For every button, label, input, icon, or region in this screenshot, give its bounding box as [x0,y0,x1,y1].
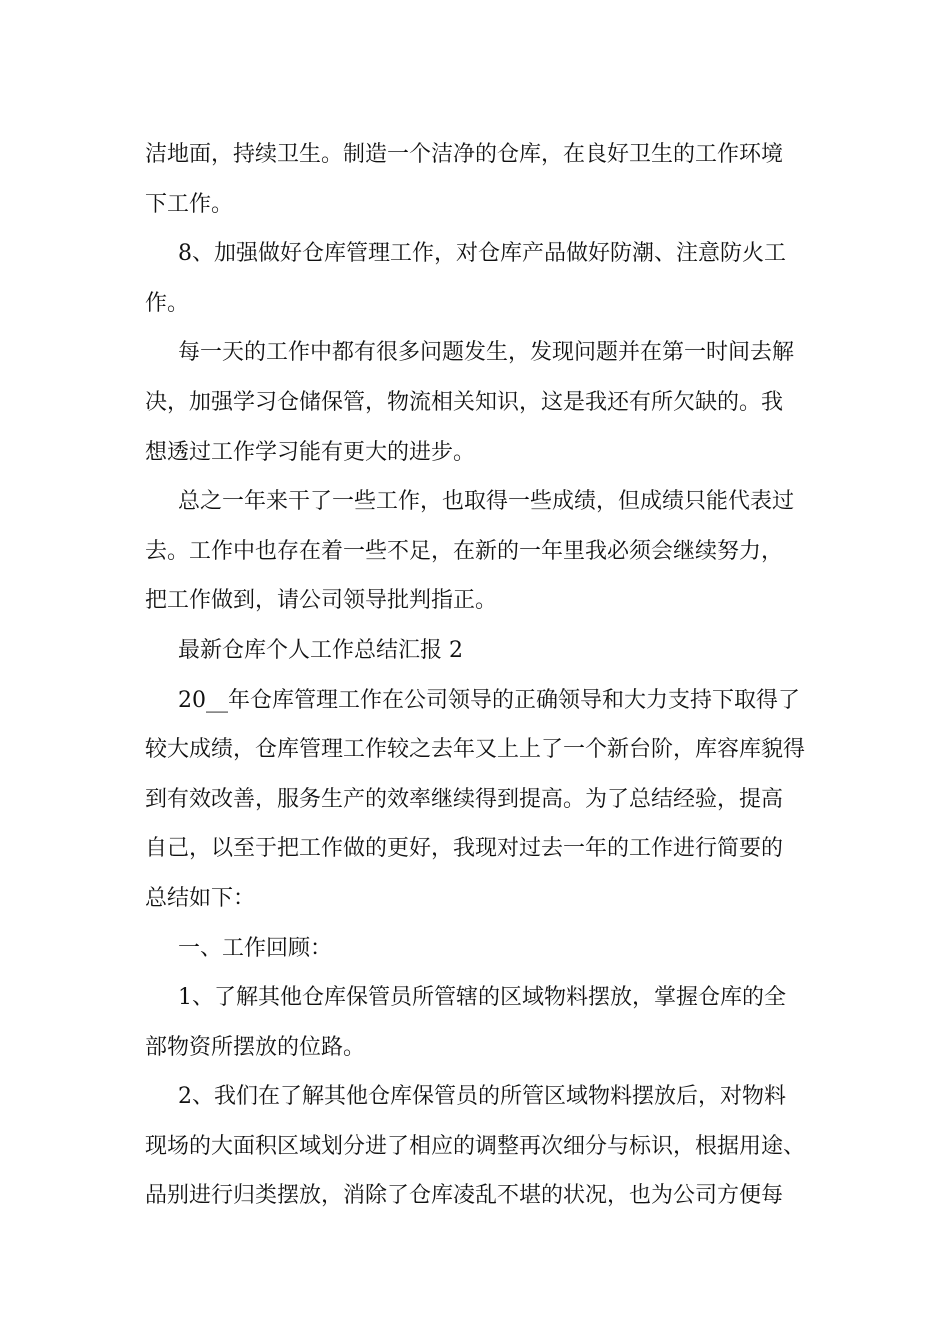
text-line: 部物资所摆放的位路。 [145,1034,366,1060]
text-line: 去。工作中也存在着一些不足，在新的一年里我必须会继续努力， [145,538,784,564]
text-line: 较大成绩，仓库管理工作较之去年又上上了一个新台阶，库容库貌得 [145,737,806,763]
section-heading: 最新仓库个人工作总结汇报 2 [178,637,463,663]
text-line: 1、了解其他仓库保管员所管辖的区域物料摆放，掌握仓库的全 [178,985,786,1011]
text-line: 总之一年来干了一些工作，也取得一些成绩，但成绩只能代表过 [178,489,795,515]
text-line: 作。 [145,290,190,316]
text-line: 总结如下： [145,885,256,911]
text-line: 每一天的工作中都有很多问题发生，发现问题并在第一时间去解 [178,340,795,366]
text-line: 2、我们在了解其他仓库保管员的所管区域物料摆放后，对物料 [178,1084,786,1110]
text-line: 20__年仓库管理工作在公司领导的正确领导和大力支持下取得了 [178,687,800,713]
document-body [145,130,813,1221]
text-line: 现场的大面积区域划分进了相应的调整再次细分与标识，根据用途、 [145,1133,806,1159]
subsection-heading: 一、工作回顾： [178,935,333,961]
text-line: 下工作。 [145,191,234,217]
text-line: 8、加强做好仓库管理工作，对仓库产品做好防潮、注意防火工 [178,241,786,267]
text-line: 想透过工作学习能有更大的进步。 [145,439,476,465]
text-line: 决，加强学习仓储保管，物流相关知识，这是我还有所欠缺的。我 [145,389,784,415]
text-line: 品别进行归类摆放，消除了仓库凌乱不堪的状况，也为公司方便每 [145,1183,784,1209]
text-line: 把工作做到，请公司领导批判指正。 [145,588,498,614]
text-line: 到有效改善，服务生产的效率继续得到提高。为了总结经验，提高 [145,786,784,812]
text-line: 自己，以至于把工作做的更好，我现对过去一年的工作进行简要的 [145,836,784,862]
text-line: 洁地面，持续卫生。制造一个洁净的仓库，在良好卫生的工作环境 [145,142,784,167]
